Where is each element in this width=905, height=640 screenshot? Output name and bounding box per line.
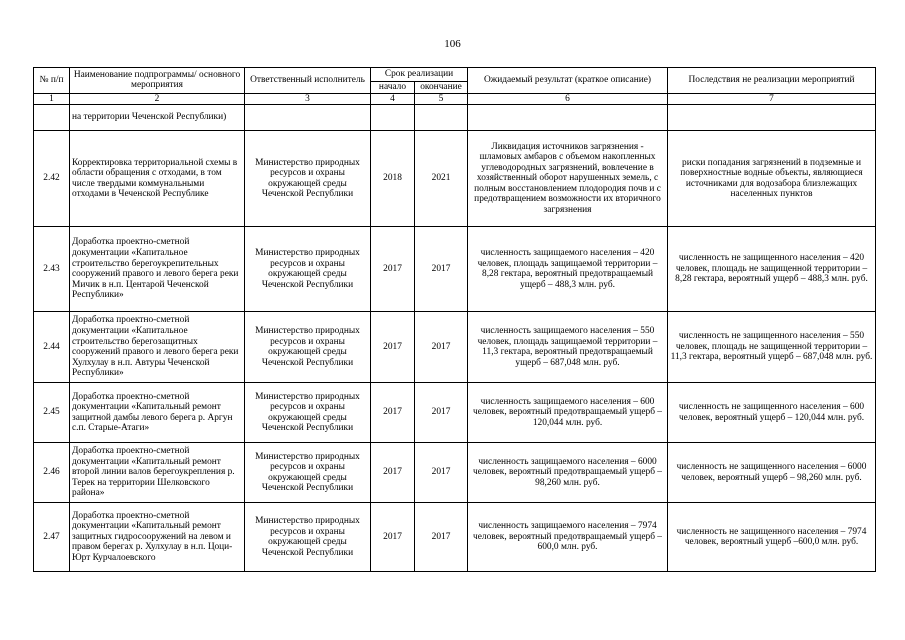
cell-consequences [668,105,876,131]
cell-num [34,105,70,131]
cell-num: 2.46 [34,443,70,503]
column-number: 4 [371,93,415,105]
cell-consequences: численность не защищенного населения – 550 человек, площадь не защищенной территории – 11,3 гектара, вероятный ущерб – 687,048 млн. руб. [668,312,876,383]
continuation-row [34,105,876,131]
column-number: 1 [34,93,70,105]
cell-responsible: Министерство природных ресурсов и охраны окружающей среды Чеченской Республики [245,383,371,443]
column-number: 3 [245,93,371,105]
cell-responsible: Министерство природных ресурсов и охраны окружающей среды Чеченской Республики [245,312,371,383]
cell-responsible: Министерство природных ресурсов и охраны окружающей среды Чеченской Республики [245,131,371,227]
cell-consequences: численность не защищенного населения – 6000 человек, вероятный ущерб – 98,260 млн. руб. [668,443,876,503]
cell-end: 2017 [415,503,468,572]
header-result: Ожидаемый результат (краткое описание) [468,68,668,94]
cell-start [371,105,415,131]
measures-table [33,67,876,572]
header-row [34,68,876,82]
cell-consequences: численность не защищенного населения – 7974 человек, вероятный ущерб –600,0 млн. руб. [668,503,876,572]
cell-result: Ликвидация источников загрязнения - шламовых амбаров с объемом накопленных углеводородных загрязнений, вовлечение в хозяйственный оборот нарушенных земель, с полным восстановлением плодородия почв и с предотвращением возможности их вторичного загрязнения [468,131,668,227]
cell-num: 2.45 [34,383,70,443]
header-consequences: Последствия не реализации мероприятий [668,68,876,94]
cell-consequences: численность не защищенного населения – 420 человек, площадь не защищенной территории – 8,28 гектара, вероятный ущерб – 488,3 млн. руб. [668,227,876,312]
table-row [34,312,876,383]
cell-name: Доработка проектно-сметной документации «Капитальное строительство берегоукрепительных сооружений правого и левого берега реки Мичик в н.п. Центарой Чеченской Республики» [70,227,245,312]
table-row [34,443,876,503]
cell-name: Корректировка территориальной схемы в области обращения с отходами, в том числе твердыми коммунальными отходами в Чеченской Республике [70,131,245,227]
cell-start: 2017 [371,383,415,443]
column-number-row [34,93,876,105]
cell-start: 2017 [371,227,415,312]
cell-result: численность защищаемого населения – 550 человек, площадь защищаемой территории – 11,3 гектара, вероятный предотвращаемый ущерб – 687,048 млн. руб. [468,312,668,383]
cell-start: 2017 [371,503,415,572]
cell-result: численность защищаемого населения – 7974 человек, вероятный предотвращаемый ущерб –600,0 млн. руб. [468,503,668,572]
cell-start: 2017 [371,312,415,383]
cell-responsible: Министерство природных ресурсов и охраны окружающей среды Чеченской Республики [245,227,371,312]
cell-responsible: Министерство природных ресурсов и охраны окружающей среды Чеченской Республики [245,443,371,503]
header-responsible: Ответственный исполнитель [245,68,371,94]
cell-end: 2021 [415,131,468,227]
cell-name: на территории Чеченской Республики) [70,105,245,131]
cell-name: Доработка проектно-сметной документации «Капитальное строительство берегозащитных сооружений правого и левого берега реки Хулхулау в н.п. Автуры Чеченской Республики» [70,312,245,383]
header-num: № п/п [34,68,70,94]
cell-end: 2017 [415,443,468,503]
cell-consequences: численность не защищенного населения – 600 человек, вероятный ущерб – 120,044 млн. руб. [668,383,876,443]
table-row [34,227,876,312]
header-end: окончание [415,82,468,94]
column-number: 7 [668,93,876,105]
cell-name: Доработка проектно-сметной документации «Капитальный ремонт второй линии валов берегоукрепления р. Терек на территории Шелковского района» [70,443,245,503]
column-number: 5 [415,93,468,105]
cell-responsible: Министерство природных ресурсов и охраны окружающей среды Чеченской Республики [245,503,371,572]
column-number: 2 [70,93,245,105]
table-row [34,383,876,443]
header-name: Наименование подпрограммы/ основного мероприятия [70,68,245,94]
cell-consequences: риски попадания загрязнений в подземные и поверхностные водные объекты, являющиеся источниками для водозабора близлежащих населенных пунктов [668,131,876,227]
header-start: начало [371,82,415,94]
cell-num: 2.43 [34,227,70,312]
cell-end: 2017 [415,312,468,383]
cell-result: численность защищаемого населения – 600 человек, вероятный предотвращаемый ущерб – 120,044 млн. руб. [468,383,668,443]
page-number: 106 [444,38,461,50]
header-period: Срок реализации [371,68,468,82]
cell-num: 2.44 [34,312,70,383]
cell-end: 2017 [415,227,468,312]
cell-start: 2018 [371,131,415,227]
table-row [34,503,876,572]
cell-end [415,105,468,131]
column-number: 6 [468,93,668,105]
cell-name: Доработка проектно-сметной документации «Капитальный ремонт защитной дамбы левого берега р. Аргун с.п. Старые-Атаги» [70,383,245,443]
cell-end: 2017 [415,383,468,443]
cell-start: 2017 [371,443,415,503]
cell-result: численность защищаемого населения – 6000 человек, вероятный предотвращаемый ущерб – 98,260 млн. руб. [468,443,668,503]
cell-responsible [245,105,371,131]
table-row [34,131,876,227]
cell-num: 2.42 [34,131,70,227]
cell-result: численность защищаемого населения – 420 человек, площадь защищаемой территории – 8,28 гектара, вероятный предотвращаемый ущерб – 488,3 млн. руб. [468,227,668,312]
cell-num: 2.47 [34,503,70,572]
cell-result [468,105,668,131]
cell-name: Доработка проектно-сметной документации «Капитальный ремонт защитных гидросооружений на левом и правом берегах р. Хулхулау в н.п. Цоци-Юрт Курчалоевского [70,503,245,572]
